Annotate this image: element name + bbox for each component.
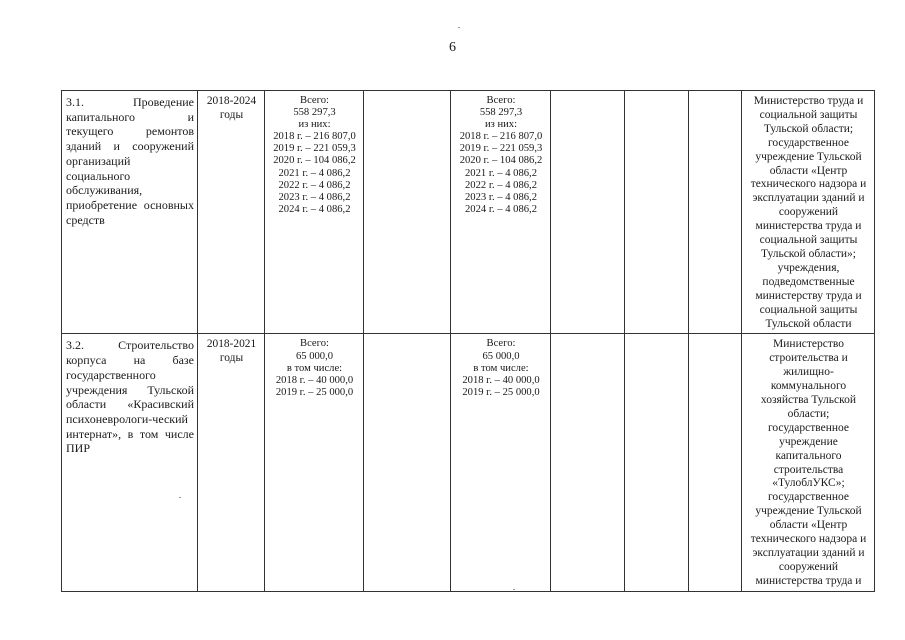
fin-line: 2020 г. – 104 086,2 xyxy=(459,155,543,167)
fin-line: Всего: xyxy=(300,338,329,350)
empty-cell xyxy=(364,91,451,334)
table-row xyxy=(62,334,875,591)
empty-cell xyxy=(364,334,451,591)
fin-line: 2019 г. – 25 000,0 xyxy=(275,386,354,398)
implementation-period: 2018-2024 годы xyxy=(198,91,265,334)
fin-line: 2019 г. – 221 059,3 xyxy=(459,143,543,155)
empty-cell xyxy=(551,334,625,591)
empty-cell xyxy=(551,91,625,334)
fin-line: в том числе: xyxy=(286,362,343,374)
fin-line: Всего: xyxy=(300,95,329,106)
fin-line: 65 000,0 xyxy=(295,350,334,362)
fin-line: 558 297,3 xyxy=(293,107,336,119)
empty-cell xyxy=(689,91,742,334)
fin-line: 2019 г. – 25 000,0 xyxy=(462,386,540,398)
fin-line: 2019 г. – 221 059,3 xyxy=(273,143,356,155)
fin-line: из них: xyxy=(484,119,518,131)
total-funding-cell xyxy=(265,91,364,334)
fin-line: 2022 г. – 4 086,2 xyxy=(278,179,351,191)
fin-line: из них: xyxy=(298,119,331,131)
fin-line: Всего: xyxy=(486,338,516,350)
scan-speck xyxy=(179,497,181,498)
fin-line: 2018 г. – 216 807,0 xyxy=(273,131,356,143)
empty-cell xyxy=(689,334,742,591)
table-row xyxy=(62,91,875,334)
fin-line: 65 000,0 xyxy=(482,350,520,362)
fin-line: 2021 г. – 4 086,2 xyxy=(278,167,351,179)
responsible-executors: Министерство труда и социальной защиты Тульской области; государственное учреждение Тульской области «Центр технического надзора и эксплуатации зданий и сооружений министерства труда и социальной защиты Тульской области»; учреждения, подведомственные министерству труда и социальной защиты Тульской области xyxy=(742,91,875,334)
fin-line: 2021 г. – 4 086,2 xyxy=(464,167,537,179)
responsible-executors: Министерство строительства и жилищно-коммунального хозяйства Тульской области; государственное учреждение капитального строительства «ТулоблУКС»; государственное учреждение Тульской области «Центр технического надзора и эксплуатации зданий и сооружений министерства труда и xyxy=(742,334,875,591)
implementation-period: 2018-2021 годы xyxy=(198,334,265,591)
activity-name: 3.1. Проведение капитального и текущего ремонтов зданий и сооружений организаций социального обслуживания, приобретение основных средств xyxy=(62,91,198,334)
program-activities-table xyxy=(61,90,875,592)
fin-line: 2023 г. – 4 086,2 xyxy=(278,191,351,203)
fin-line: 2024 г. – 4 086,2 xyxy=(278,203,351,215)
fin-line: 2023 г. – 4 086,2 xyxy=(464,191,537,203)
scan-speck xyxy=(458,27,460,28)
page-number: 6 xyxy=(449,40,456,55)
empty-cell xyxy=(625,334,689,591)
regional-funding-cell xyxy=(451,91,551,334)
scan-speck xyxy=(513,589,515,590)
fin-line: в том числе: xyxy=(473,362,529,374)
empty-cell xyxy=(625,91,689,334)
fin-line: 2018 г. – 40 000,0 xyxy=(462,374,540,386)
fin-line: 2018 г. – 216 807,0 xyxy=(459,131,543,143)
activity-name: 3.2. Строительство корпуса на базе государственного учреждения Тульской области «Красивский психоневрологи-ческий интернат», в том числе ПИР xyxy=(62,334,198,591)
fin-line: 2020 г. – 104 086,2 xyxy=(273,155,356,167)
fin-line: Всего: xyxy=(486,95,516,106)
fin-line: 2024 г. – 4 086,2 xyxy=(464,203,537,215)
regional-funding-cell xyxy=(451,334,551,591)
fin-line: 2018 г. – 40 000,0 xyxy=(275,374,354,386)
total-funding-cell xyxy=(265,334,364,591)
fin-line: 2022 г. – 4 086,2 xyxy=(464,179,537,191)
fin-line: 558 297,3 xyxy=(479,107,523,119)
